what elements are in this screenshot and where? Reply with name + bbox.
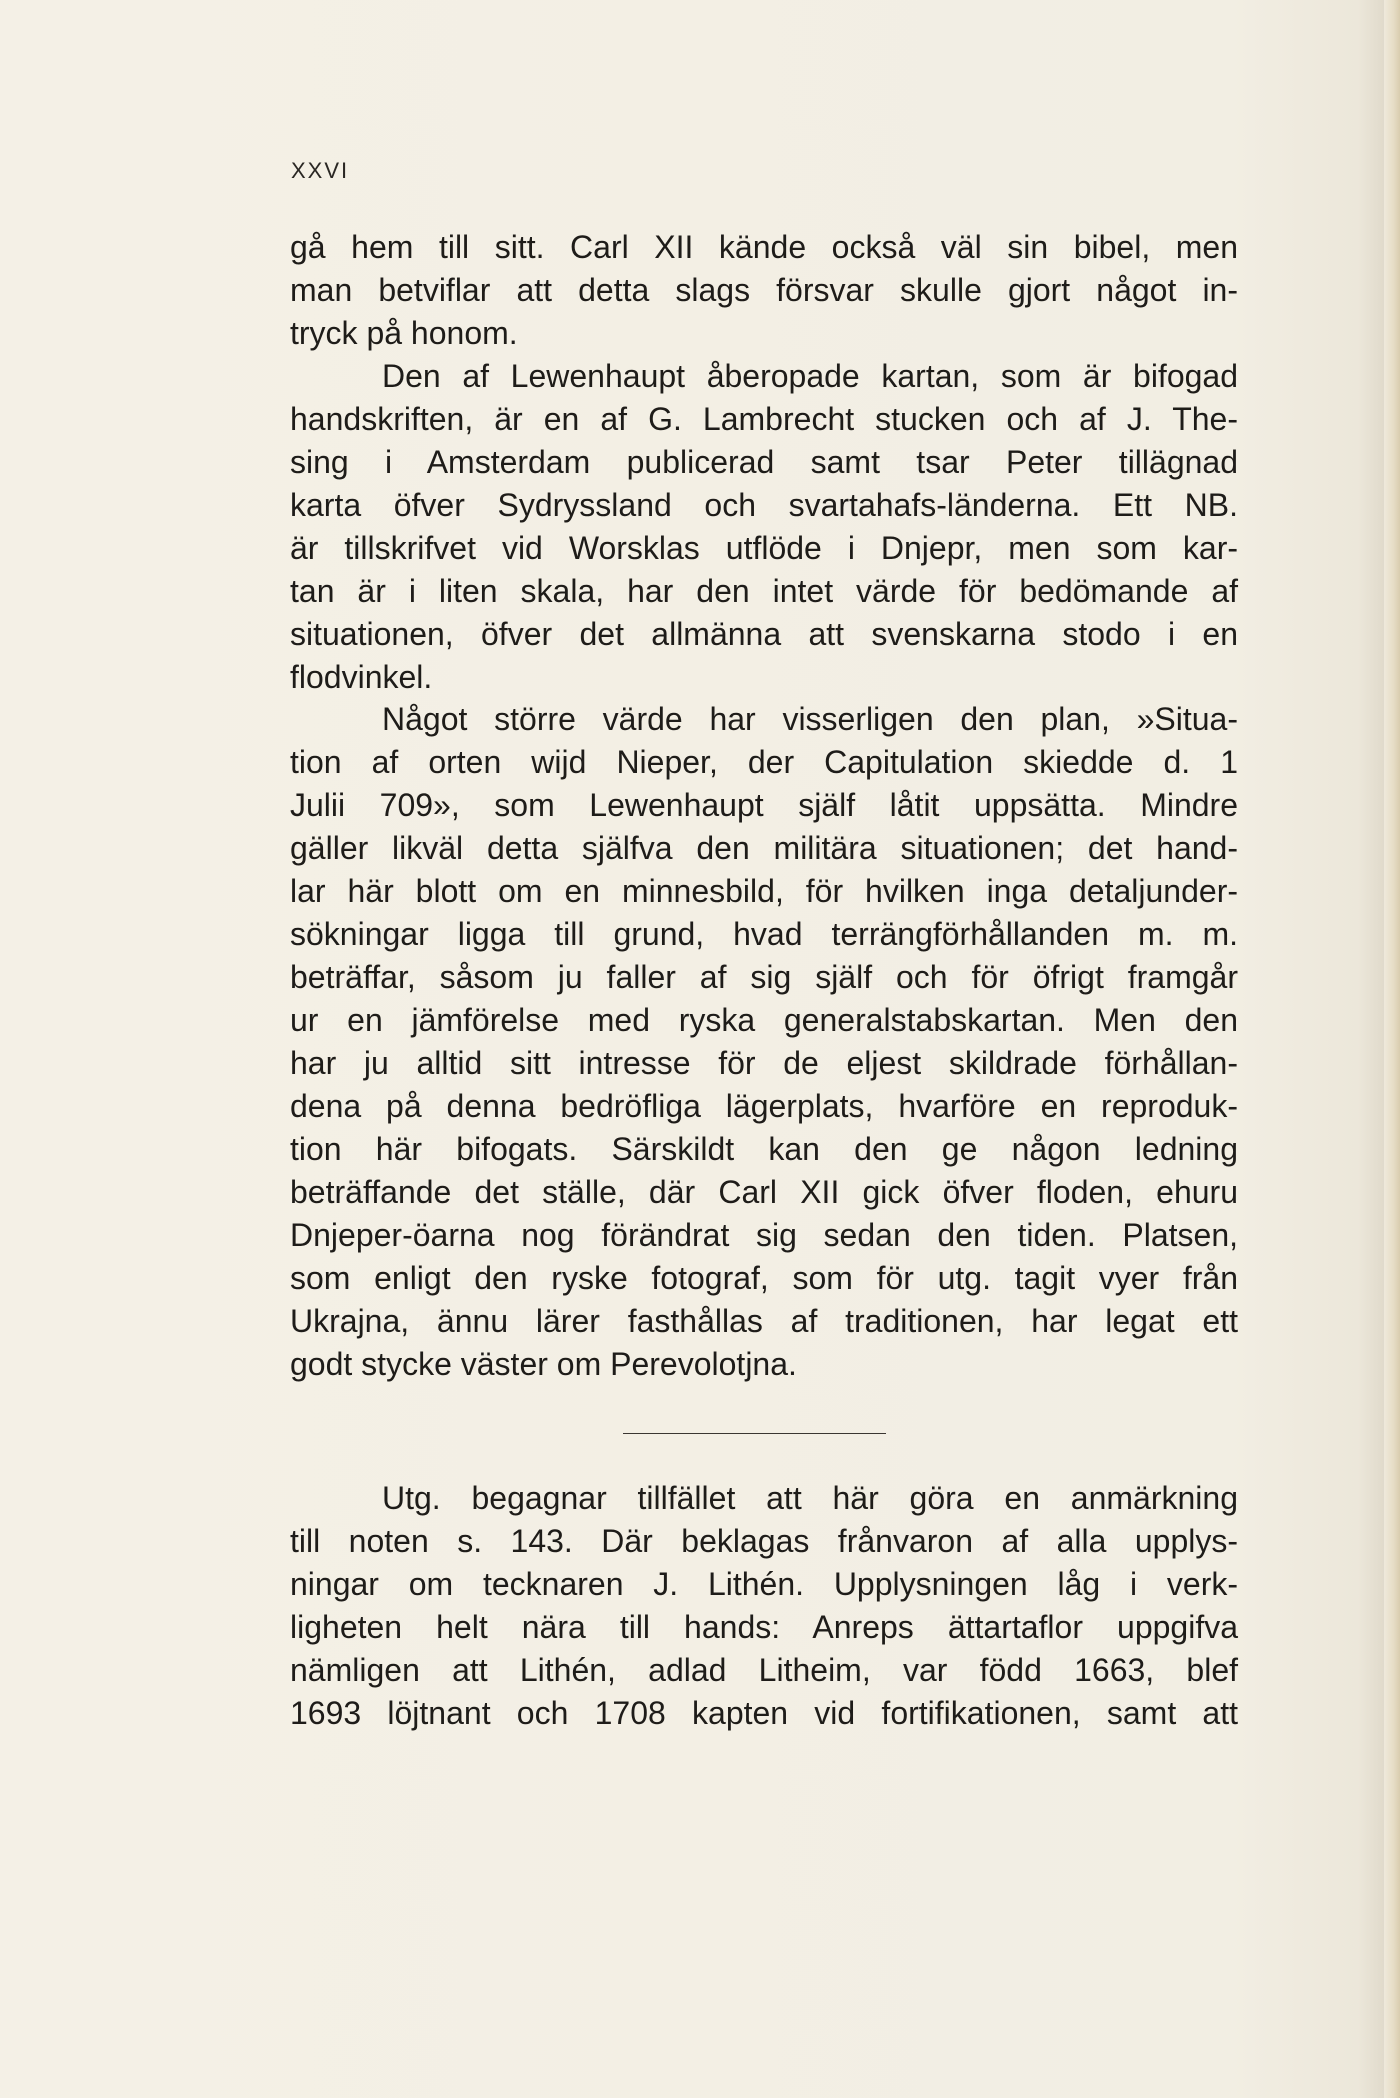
text-line: beträffande det ställe, där Carl XII gick öfver floden, ehuru (290, 1174, 1238, 1210)
text-line: är tillskrifvet vid Worsklas utflöde i Dnjepr, men som kar- (290, 530, 1238, 566)
text-line: nämligen att Lithén, adlad Litheim, var född 1663, blef (290, 1652, 1238, 1688)
text-line: sökningar ligga till grund, hvad terrängförhållanden m. m. (290, 916, 1238, 952)
text-line: ligheten helt nära till hands: Anreps ättartaflor uppgifva (290, 1609, 1238, 1645)
text-line: Dnjeper-öarna nog förändrat sig sedan den tiden. Platsen, (290, 1217, 1238, 1253)
text-line: sing i Amsterdam publicerad samt tsar Peter tillägnad (290, 444, 1238, 480)
text-line: Utg. begagnar tillfället att här göra en anmärkning (382, 1480, 1238, 1516)
text-line: tion af orten wijd Nieper, der Capitulation skiedde d. 1 (290, 744, 1238, 780)
text-line: tryck på honom. (290, 315, 518, 351)
text-line: Något större värde har visserligen den plan, »Situa- (382, 701, 1238, 737)
paragraph-map-description (290, 355, 1238, 699)
text-line: till noten s. 143. Där beklagas frånvaron af alla upplys- (290, 1523, 1238, 1559)
text-line: Den af Lewenhaupt åberopade kartan, som är bifogad (382, 358, 1238, 394)
text-line: Julii 709», som Lewenhaupt själf låtit uppsätta. Mindre (290, 787, 1238, 823)
page-number: XXVI (291, 158, 350, 183)
text-line: som enligt den ryske fotograf, som för utg. tagit vyer från (290, 1260, 1238, 1296)
text-line: dena på denna bedröfliga lägerplats, hvarföre en reproduk- (290, 1088, 1238, 1124)
text-line: Ukrajna, ännu lärer fasthållas af traditionen, har legat ett (290, 1303, 1238, 1339)
text-line: handskriften, är en af G. Lambrecht stucken och af J. The- (290, 401, 1238, 437)
paragraph-situation-plan (290, 698, 1238, 1386)
section-divider (623, 1433, 886, 1434)
text-line: godt stycke väster om Perevolotjna. (290, 1346, 797, 1382)
text-line: tion här bifogats. Särskildt kan den ge någon ledning (290, 1131, 1238, 1167)
paragraph-continuation (290, 226, 1238, 355)
text-line: ningar om tecknaren J. Lithén. Upplysningen låg i verk- (290, 1566, 1238, 1602)
text-line: gäller likväl detta själfva den militära situationen; det hand- (290, 830, 1238, 866)
text-line: har ju alltid sitt intresse för de eljest skildrade förhållan- (290, 1045, 1238, 1081)
text-line: tan är i liten skala, har den intet värde för bedömande af (290, 573, 1238, 609)
text-line: lar här blott om en minnesbild, för hvilken inga detaljunder- (290, 873, 1238, 909)
text-line: karta öfver Sydryssland och svartahafs-länderna. Ett NB. (290, 487, 1238, 523)
text-line: gå hem till sitt. Carl XII kände också väl sin bibel, men (290, 229, 1238, 265)
page-binding-edge (1384, 0, 1400, 2098)
text-line: man betviflar att detta slags försvar skulle gjort något in- (290, 272, 1238, 308)
text-line: 1693 löjtnant och 1708 kapten vid fortifikationen, samt att (290, 1695, 1238, 1731)
text-line: ur en jämförelse med ryska generalstabskartan. Men den (290, 1002, 1238, 1038)
text-line: situationen, öfver det allmänna att svenskarna stodo i en (290, 616, 1238, 652)
paragraph-editor-note (290, 1477, 1238, 1735)
text-line: beträffar, såsom ju faller af sig själf och för öfrigt framgår (290, 959, 1238, 995)
text-line: flodvinkel. (290, 659, 433, 695)
